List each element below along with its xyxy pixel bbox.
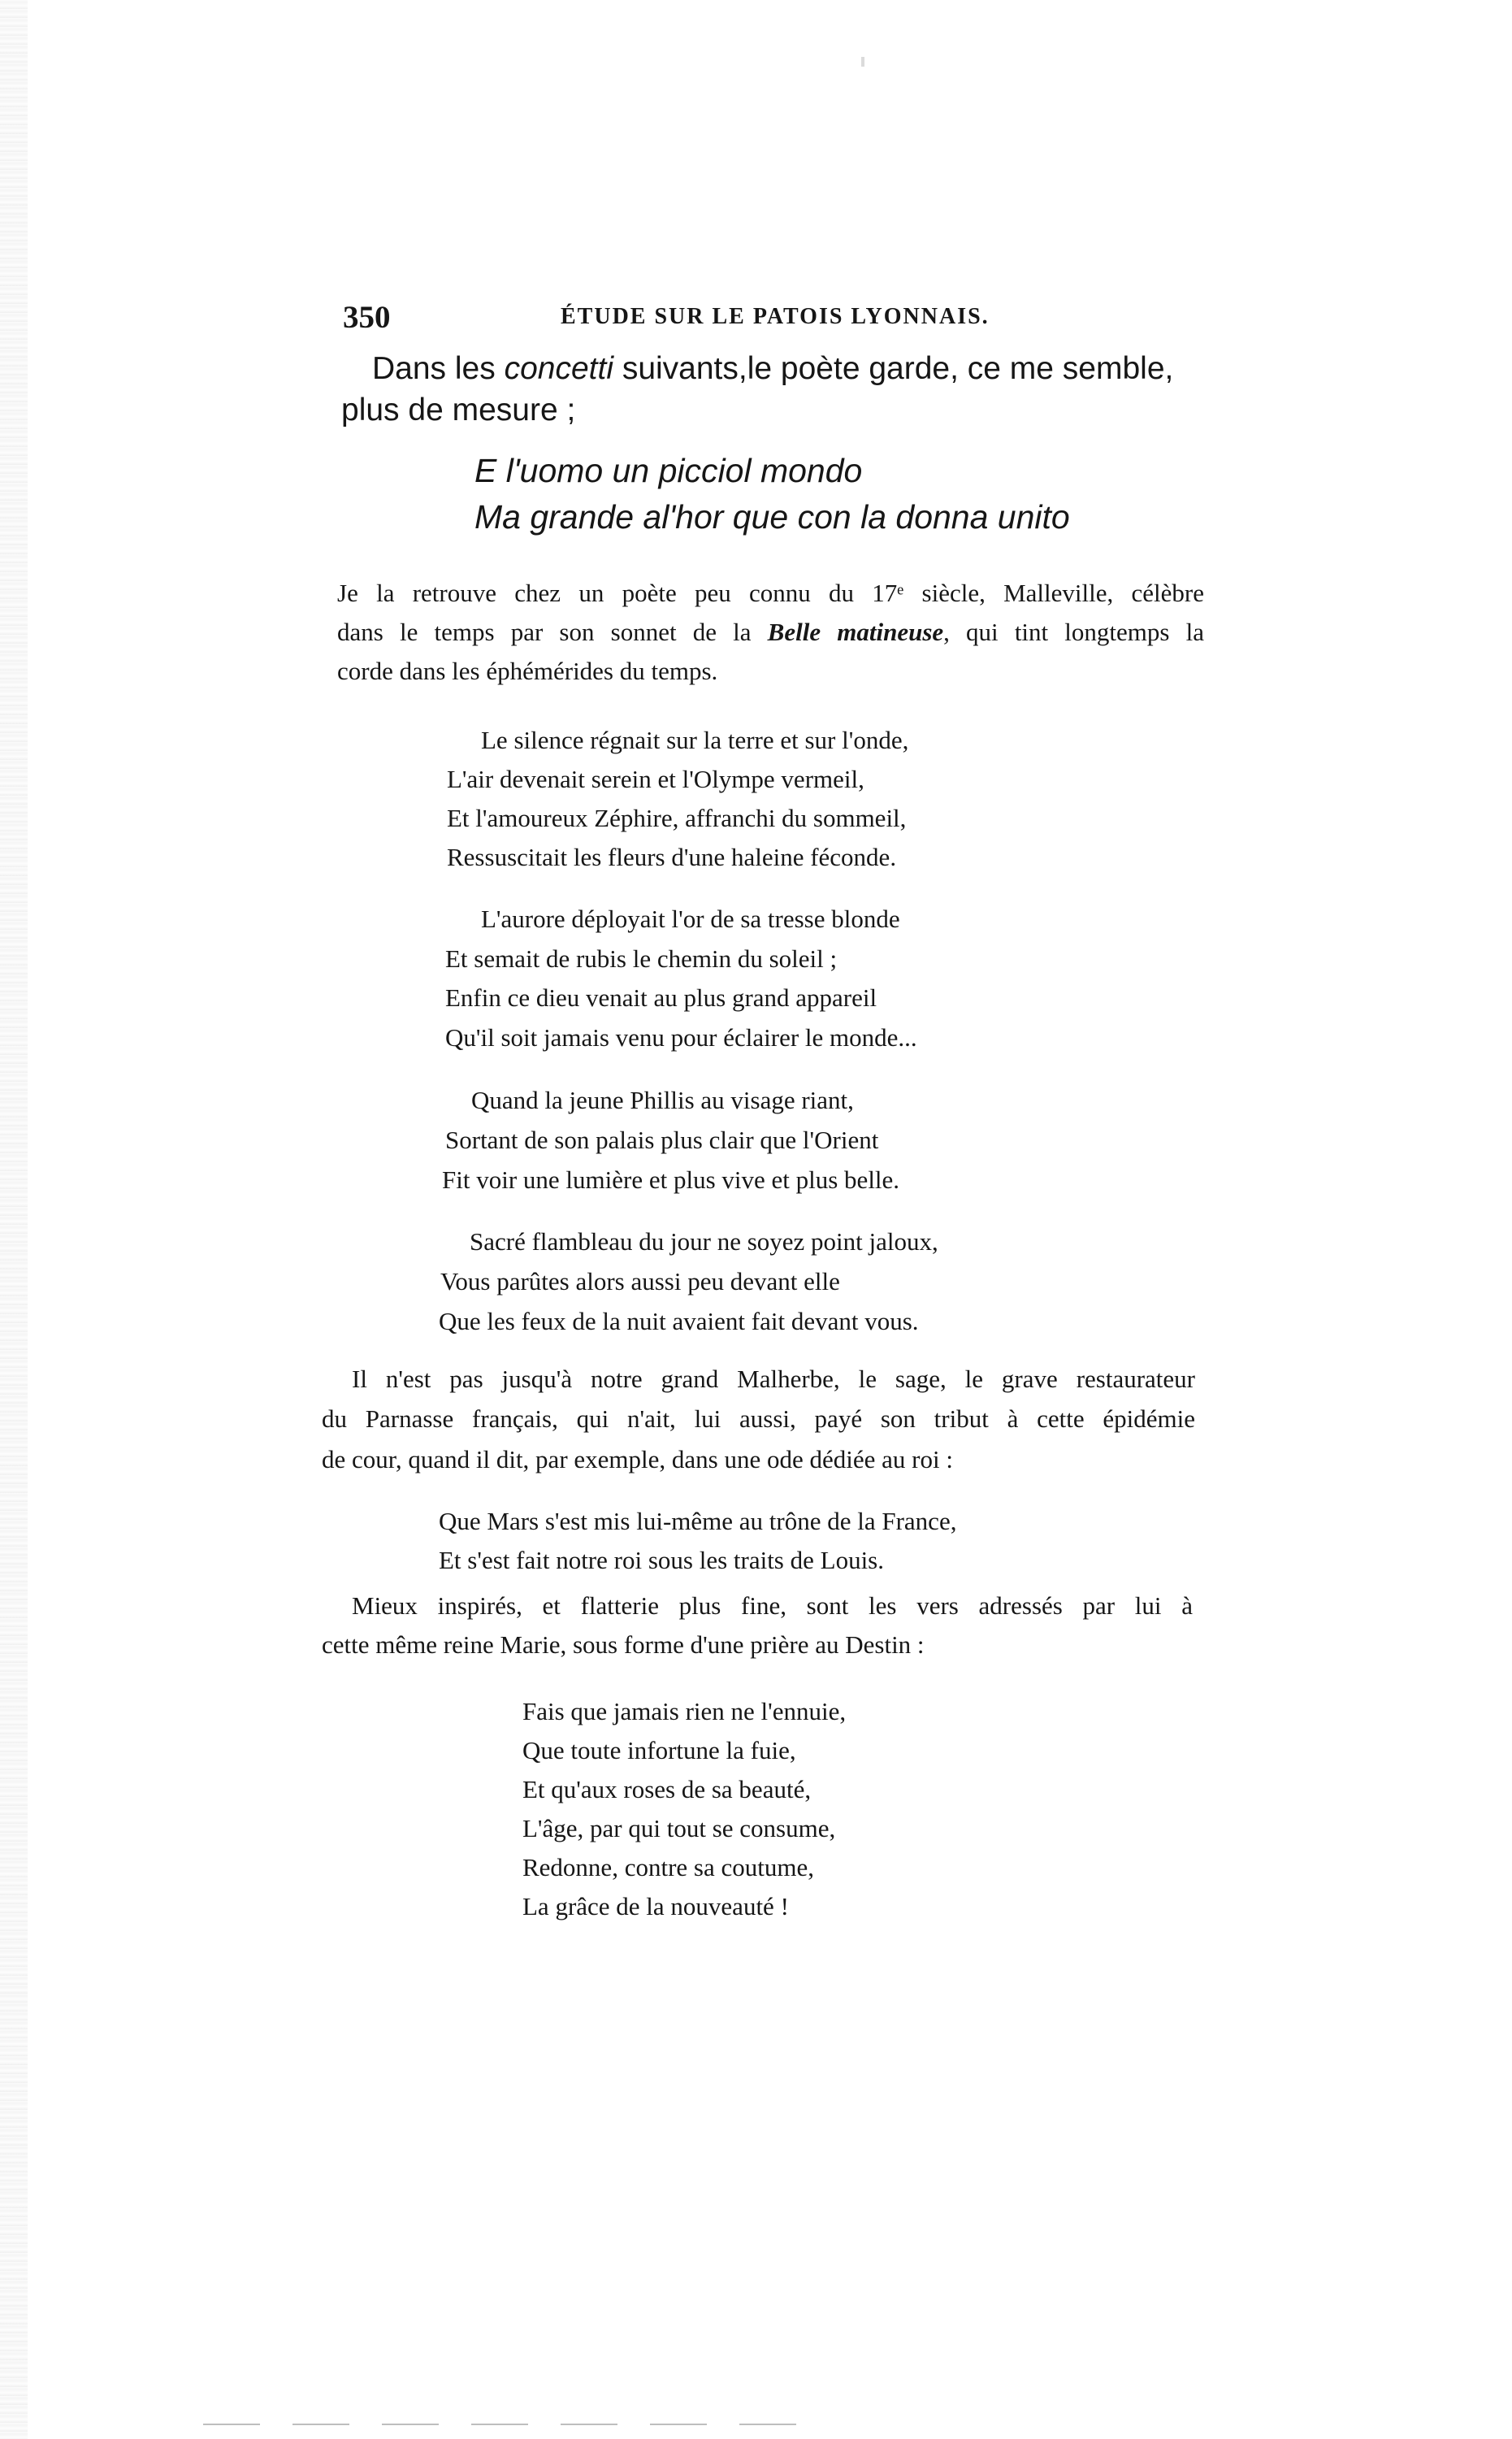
sonnet-verse: Sortant de son palais plus clair que l'Orient <box>445 1126 879 1154</box>
scan-bottom-edge <box>203 2424 821 2425</box>
prose-1-line-3: corde dans les éphémérides du temps. <box>337 657 718 685</box>
intro-line-1-start: Dans les <box>372 351 505 386</box>
page-number: 350 <box>343 300 391 335</box>
italian-verse-1: E l'uomo un picciol mondo <box>474 452 863 489</box>
sonnet-verse: Le silence régnait sur la terre et sur l'onde, <box>481 726 909 754</box>
destin-verse: La grâce de la nouveauté ! <box>522 1892 789 1920</box>
destin-verse: L'âge, par qui tout se consume, <box>522 1814 836 1842</box>
prose-3-line-1: Mieux inspirés, et flatterie plus fine, sont les vers adressés par lui à <box>352 1591 1193 1620</box>
sonnet-title: Belle matineuse <box>767 618 944 646</box>
sonnet-verse: Ressuscitait les fleurs d'une haleine féconde. <box>447 843 897 871</box>
prose-1-line-1: Je la retrouve chez un poète peu connu du 17ᵉ siècle, Malleville, célèbre <box>337 579 1204 607</box>
sonnet-verse: Fit voir une lumière et plus vive et plus belle. <box>442 1165 900 1194</box>
intro-line-1-end: suivants,le poète garde, ce me semble, <box>613 351 1174 386</box>
italian-verse-2: Ma grande al'hor que con la donna unito <box>474 498 1070 536</box>
destin-verse: Et qu'aux roses de sa beauté, <box>522 1775 812 1803</box>
prose-1-line-2-start: dans le temps par son sonnet de la <box>337 618 768 646</box>
sonnet-verse: Qu'il soit jamais venu pour éclairer le monde... <box>445 1023 917 1052</box>
scan-page-edge <box>0 0 28 2439</box>
sonnet-verse: Quand la jeune Phillis au visage riant, <box>471 1086 854 1114</box>
prose-2-line-1: Il n'est pas jusqu'à notre grand Malherbe, le sage, le grave restaurateur <box>352 1365 1195 1393</box>
malherbe-verse: Et s'est fait notre roi sous les traits de Louis. <box>439 1546 884 1574</box>
prose-2-line-3: de cour, quand il dit, par exemple, dans une ode dédiée au roi : <box>322 1445 953 1473</box>
destin-verse: Que toute infortune la fuie, <box>522 1736 796 1764</box>
sonnet-verse: Et semait de rubis le chemin du soleil ; <box>445 944 838 973</box>
sonnet-verse: Enfin ce dieu venait au plus grand appareil <box>445 983 877 1012</box>
intro-italic-word: concetti <box>504 351 613 386</box>
destin-verse: Redonne, contre sa coutume, <box>522 1853 814 1881</box>
prose-1-line-2 <box>337 618 1204 647</box>
running-head <box>343 299 1007 340</box>
scan-mark <box>861 57 864 67</box>
running-title: ÉTUDE SUR LE PATOIS LYONNAIS. <box>561 304 990 329</box>
sonnet-verse: Sacré flambleau du jour ne soyez point jaloux, <box>470 1227 938 1256</box>
sonnet-verse: L'aurore déployait l'or de sa tresse blonde <box>481 905 900 933</box>
prose-2-line-2: du Parnasse français, qui n'ait, lui aussi, payé son tribut à cette épidémie <box>322 1404 1195 1433</box>
prose-1-line-2-end: , qui tint longtemps la <box>943 618 1204 646</box>
sonnet-verse: Vous parûtes alors aussi peu devant elle <box>440 1267 840 1295</box>
prose-3-line-2: cette même reine Marie, sous forme d'une prière au Destin : <box>322 1630 925 1659</box>
intro-line-2: plus de mesure ; <box>341 393 576 427</box>
malherbe-verse: Que Mars s'est mis lui-même au trône de la France, <box>439 1507 957 1535</box>
sonnet-verse: Et l'amoureux Zéphire, affranchi du sommeil, <box>447 804 907 832</box>
sonnet-verse: Que les feux de la nuit avaient fait devant vous. <box>439 1307 919 1335</box>
sonnet-verse: L'air devenait serein et l'Olympe vermeil, <box>447 765 864 793</box>
intro-line-1 <box>372 351 1173 387</box>
destin-verse: Fais que jamais rien ne l'ennuie, <box>522 1697 847 1725</box>
